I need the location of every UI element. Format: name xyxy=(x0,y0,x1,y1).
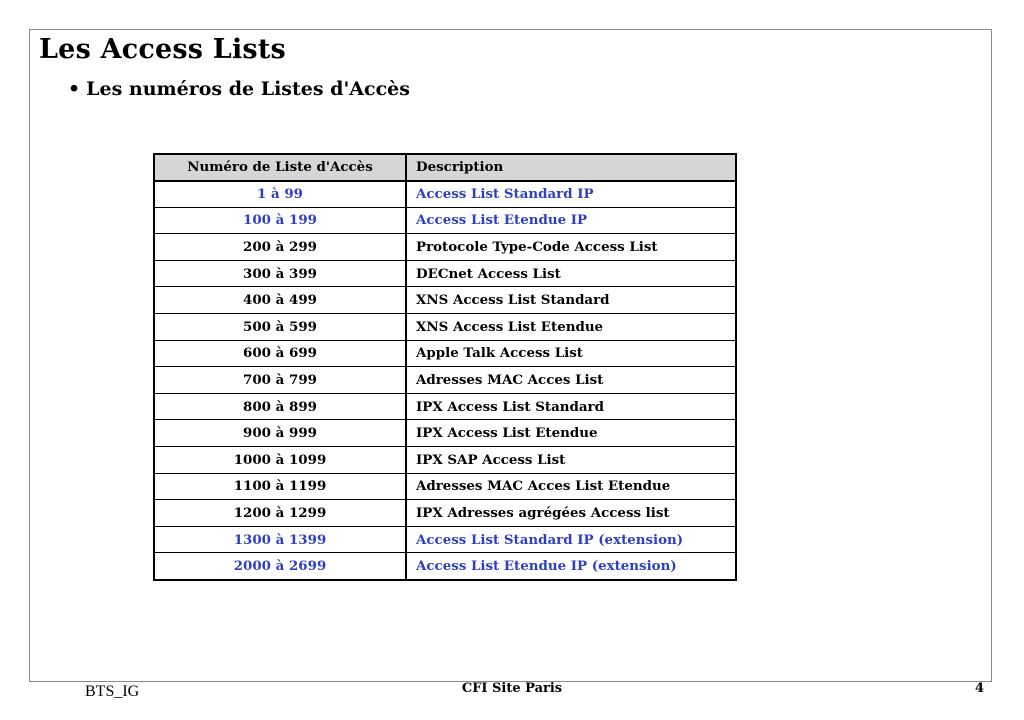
table-row xyxy=(154,260,736,287)
list-number-range: 200 à 299 xyxy=(154,234,406,261)
subtitle-text: Les numéros de Listes d'Accès xyxy=(86,78,410,100)
list-description: Access List Standard IP (extension) xyxy=(406,526,736,553)
table-row xyxy=(154,314,736,341)
table-row xyxy=(154,393,736,420)
table-body xyxy=(154,181,736,580)
list-number-range: 1200 à 1299 xyxy=(154,500,406,527)
list-description: XNS Access List Etendue xyxy=(406,314,736,341)
table-header-row xyxy=(154,154,736,181)
list-number-range: 400 à 499 xyxy=(154,287,406,314)
list-number-range: 1000 à 1099 xyxy=(154,447,406,474)
table-row xyxy=(154,207,736,234)
list-description: DECnet Access List xyxy=(406,260,736,287)
page-number: 4 xyxy=(974,681,984,696)
list-number-range: 500 à 599 xyxy=(154,314,406,341)
table-row xyxy=(154,473,736,500)
list-number-range: 600 à 699 xyxy=(154,340,406,367)
list-description: Adresses MAC Acces List xyxy=(406,367,736,394)
list-number-range: 1300 à 1399 xyxy=(154,526,406,553)
list-number-range: 700 à 799 xyxy=(154,367,406,394)
column-header-description: Description xyxy=(406,154,736,181)
table-row xyxy=(154,234,736,261)
list-description: XNS Access List Standard xyxy=(406,287,736,314)
page-title: Les Access Lists xyxy=(39,34,286,65)
list-number-range: 100 à 199 xyxy=(154,207,406,234)
list-description: Protocole Type-Code Access List xyxy=(406,234,736,261)
list-number-range: 300 à 399 xyxy=(154,260,406,287)
list-description: Access List Etendue IP (extension) xyxy=(406,553,736,580)
list-description: IPX Access List Etendue xyxy=(406,420,736,447)
table-row xyxy=(154,553,736,580)
table-row xyxy=(154,420,736,447)
table-row xyxy=(154,287,736,314)
list-description: Apple Talk Access List xyxy=(406,340,736,367)
list-description: IPX SAP Access List xyxy=(406,447,736,474)
footer-course-label: BTS_IG xyxy=(85,683,140,700)
list-description: IPX Adresses agrégées Access list xyxy=(406,500,736,527)
column-header-number: Numéro de Liste d'Accès xyxy=(154,154,406,181)
table-row xyxy=(154,447,736,474)
list-description: Access List Etendue IP xyxy=(406,207,736,234)
list-number-range: 2000 à 2699 xyxy=(154,553,406,580)
access-list-table xyxy=(153,153,737,581)
list-description: Adresses MAC Acces List Etendue xyxy=(406,473,736,500)
list-number-range: 1100 à 1199 xyxy=(154,473,406,500)
table-row xyxy=(154,526,736,553)
section-subtitle xyxy=(68,78,410,100)
list-description: Access List Standard IP xyxy=(406,181,736,208)
table-row xyxy=(154,367,736,394)
list-number-range: 900 à 999 xyxy=(154,420,406,447)
table-row xyxy=(154,500,736,527)
table-row xyxy=(154,340,736,367)
list-description: IPX Access List Standard xyxy=(406,393,736,420)
list-number-range: 1 à 99 xyxy=(154,181,406,208)
list-number-range: 800 à 899 xyxy=(154,393,406,420)
footer-site-label: CFI Site Paris xyxy=(461,681,563,696)
table-row xyxy=(154,181,736,208)
bullet-icon: • xyxy=(68,78,81,100)
